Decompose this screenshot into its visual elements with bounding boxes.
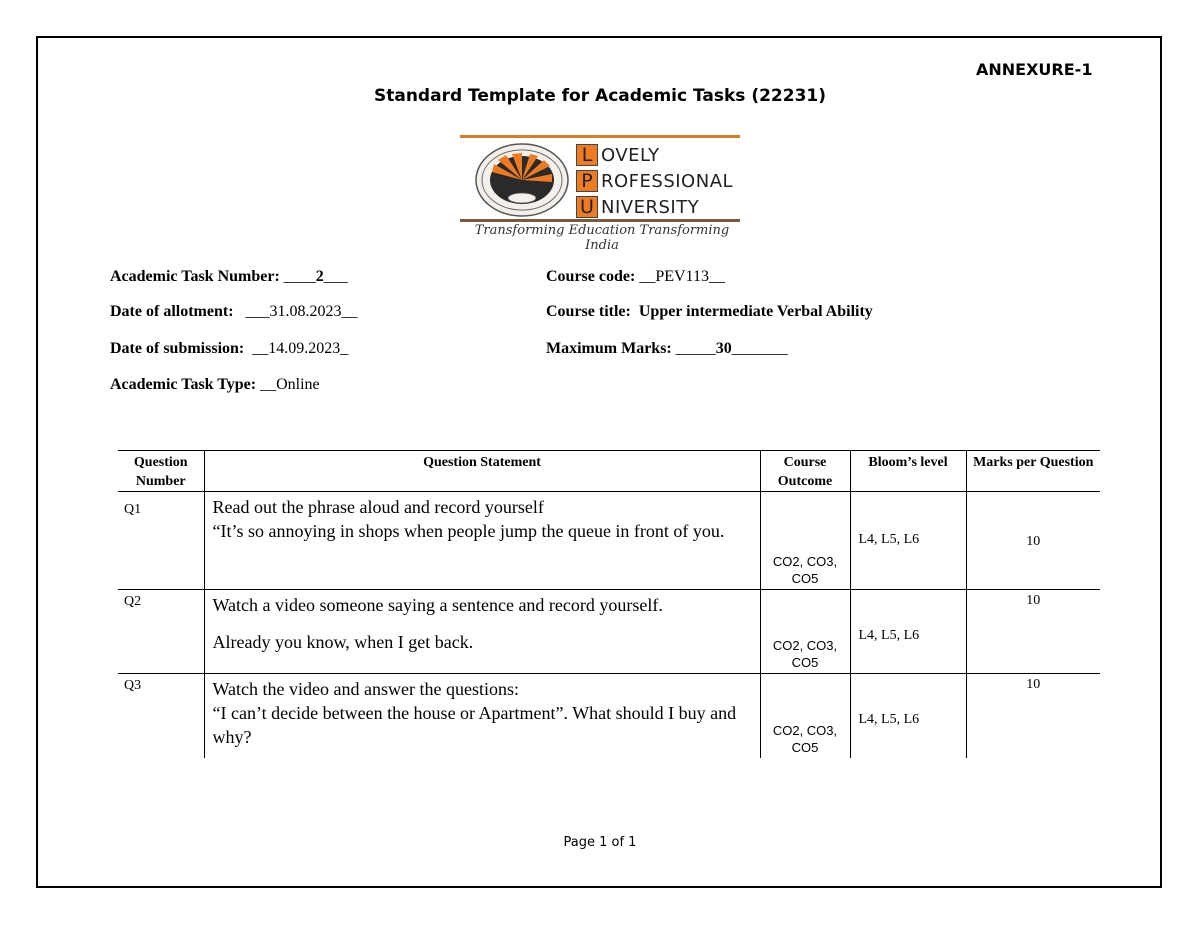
max-marks-value: 30 bbox=[715, 340, 732, 357]
statement-line: Already you know, when I get back. bbox=[212, 632, 474, 652]
course-code-field bbox=[546, 268, 725, 286]
annexure-label: ANNEXURE-1 bbox=[976, 60, 1093, 79]
logo-row-university bbox=[576, 195, 733, 219]
statement-line: Watch the video and answer the questions: bbox=[212, 679, 519, 699]
course-outcome bbox=[760, 590, 850, 674]
task-number-field bbox=[110, 268, 348, 286]
course-outcome-text: CO2, CO3, CO5 bbox=[772, 554, 838, 586]
header-course-outcome: Course Outcome bbox=[760, 451, 850, 492]
max-marks-label: Maximum Marks: bbox=[546, 340, 672, 357]
logo-word: NIVERSITY bbox=[601, 196, 700, 218]
course-outcome-text: CO2, CO3, CO5 bbox=[772, 722, 838, 755]
question-statement bbox=[204, 492, 760, 590]
allotment-label: Date of allotment: bbox=[110, 303, 234, 320]
question-number: Q3 bbox=[124, 678, 142, 693]
submission-label: Date of submission: bbox=[110, 340, 245, 357]
logo-row-lovely bbox=[576, 143, 733, 167]
statement-line: “It’s so annoying in shops when people jump the queue in front of you. bbox=[212, 521, 725, 541]
table-row bbox=[118, 492, 1100, 590]
question-number: Q1 bbox=[118, 492, 204, 590]
logo-word: ROFESSIONAL bbox=[601, 170, 734, 192]
submission-value: __14.09.2023_ bbox=[244, 340, 349, 357]
logo-rule-bottom bbox=[460, 219, 740, 222]
page-footer: Page 1 of 1 bbox=[563, 835, 637, 850]
marks-value: 10 bbox=[966, 492, 1100, 590]
statement-line: Read out the phrase aloud and record yourself bbox=[212, 497, 544, 517]
question-number: Q2 bbox=[118, 590, 204, 674]
max-marks-post: _______ bbox=[731, 340, 788, 357]
task-number-label: Academic Task Number: bbox=[110, 268, 280, 285]
statement-line: “I can’t decide between the house or Apartment”. What should I buy and why? bbox=[212, 703, 737, 747]
university-seal-icon bbox=[474, 142, 570, 218]
table-row bbox=[118, 590, 1100, 674]
course-title-label: Course title: bbox=[546, 303, 631, 320]
header-question-number: Question Number bbox=[118, 451, 204, 492]
logo-letter-box: L bbox=[576, 144, 598, 166]
blooms-level: L4, L5, L6 bbox=[850, 590, 966, 674]
logo-row-professional bbox=[576, 169, 733, 193]
allotment-value: ___31.08.2023__ bbox=[233, 303, 358, 320]
max-marks-field bbox=[546, 340, 788, 358]
max-marks-pre: _____ bbox=[671, 340, 716, 357]
blooms-level: L4, L5, L6 bbox=[850, 492, 966, 590]
task-type-label: Academic Task Type: bbox=[110, 376, 257, 393]
course-code-value: __PEV113__ bbox=[635, 268, 725, 285]
course-title-value: Upper intermediate Verbal Ability bbox=[638, 303, 873, 320]
course-outcome bbox=[760, 492, 850, 590]
task-number-value: 2 bbox=[315, 268, 324, 285]
header-question-statement: Question Statement bbox=[204, 451, 760, 492]
statement-line: Watch a video someone saying a sentence and record yourself. bbox=[212, 595, 663, 615]
marks-value: 10 bbox=[966, 674, 1100, 758]
document-title: Standard Template for Academic Tasks (22231) bbox=[373, 86, 827, 106]
course-code-label: Course code: bbox=[546, 268, 636, 285]
course-title-field bbox=[546, 303, 873, 321]
question-statement bbox=[204, 590, 760, 674]
task-type-value: __Online bbox=[256, 376, 320, 393]
table-row bbox=[118, 674, 1100, 758]
allotment-field bbox=[110, 303, 358, 321]
logo-rule-top bbox=[460, 135, 740, 138]
question-table bbox=[118, 450, 1100, 758]
logo-tagline: Transforming Education Transforming India bbox=[474, 223, 730, 253]
marks-value: 10 bbox=[966, 590, 1100, 674]
task-number-post: ___ bbox=[323, 268, 348, 285]
course-outcome bbox=[760, 674, 850, 758]
logo-wordmark bbox=[576, 143, 733, 221]
logo-letter-box: P bbox=[576, 170, 598, 192]
header-marks: Marks per Question bbox=[966, 451, 1100, 492]
logo-letter-box: U bbox=[576, 196, 598, 218]
task-type-field bbox=[110, 376, 320, 394]
question-statement bbox=[204, 674, 760, 758]
header-blooms-level: Bloom’s level bbox=[850, 451, 966, 492]
task-number-pre: ____ bbox=[279, 268, 316, 285]
university-logo bbox=[460, 135, 742, 253]
logo-word: OVELY bbox=[601, 144, 660, 166]
submission-field bbox=[110, 340, 348, 358]
course-outcome-text: CO2, CO3, CO5 bbox=[772, 638, 838, 670]
table-header-row bbox=[118, 451, 1100, 492]
blooms-level: L4, L5, L6 bbox=[850, 674, 966, 758]
